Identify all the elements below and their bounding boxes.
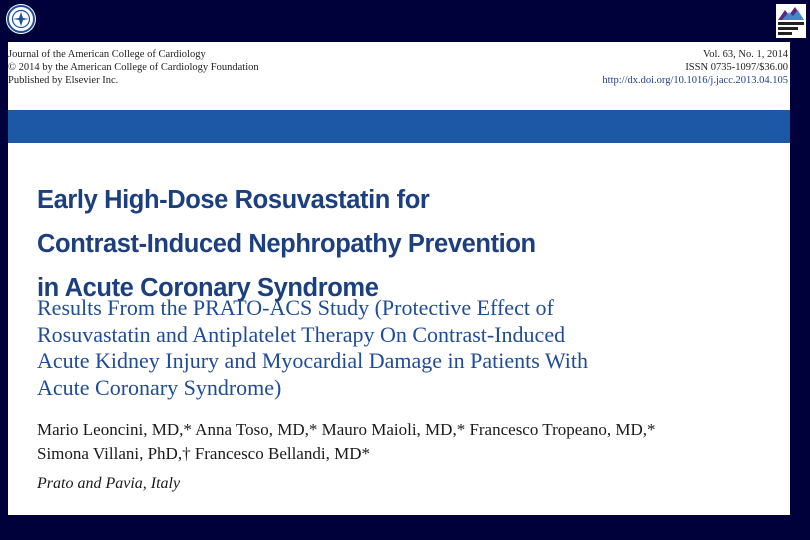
subtitle-line: Rosuvastatin and Antiplatelet Therapy On Contrast-Induced xyxy=(37,321,566,347)
copyright-line: © 2014 by the American College of Cardiology Foundation xyxy=(8,62,259,73)
publisher-line: Published by Elsevier Inc. xyxy=(8,75,119,86)
author-line: Mario Leoncini, MD,* Anna Toso, MD,* Mauro Maioli, MD,* Francesco Tropeano, MD,* xyxy=(37,420,656,439)
title-line: in Acute Coronary Syndrome xyxy=(37,274,379,302)
author-line: Simona Villani, PhD,† Francesco Bellandi, MD* xyxy=(37,444,370,463)
article-subtitle xyxy=(37,295,777,401)
author-list xyxy=(37,418,777,466)
mount-sinai-logo xyxy=(776,4,806,38)
article-title xyxy=(37,178,737,310)
journal-name: Journal of the American College of Cardiology xyxy=(8,49,206,60)
subtitle-line: Acute Kidney Injury and Myocardial Damage in Patients With xyxy=(37,348,589,373)
title-line: Early High-Dose Rosuvastatin for xyxy=(37,186,430,214)
volume-line: Vol. 63, No. 1, 2014 xyxy=(703,49,788,60)
subtitle-line: Results From the PRATO-ACS Study (Protective Effect of xyxy=(37,295,554,320)
issn-line: ISSN 0735-1097/$36.00 xyxy=(685,62,788,73)
subtitle-line: Acute Coronary Syndrome) xyxy=(37,374,282,400)
title-line: Contrast-Induced Nephropathy Prevention xyxy=(37,230,536,258)
article-page xyxy=(8,42,790,515)
header-accent-bar xyxy=(8,110,790,143)
author-location: Prato and Pavia, Italy xyxy=(37,475,181,492)
publication-info xyxy=(602,48,788,87)
doi-link[interactable]: http://dx.doi.org/10.1016/j.jacc.2013.04.105 xyxy=(602,75,788,86)
society-seal-logo xyxy=(6,4,36,34)
journal-info xyxy=(8,48,259,87)
